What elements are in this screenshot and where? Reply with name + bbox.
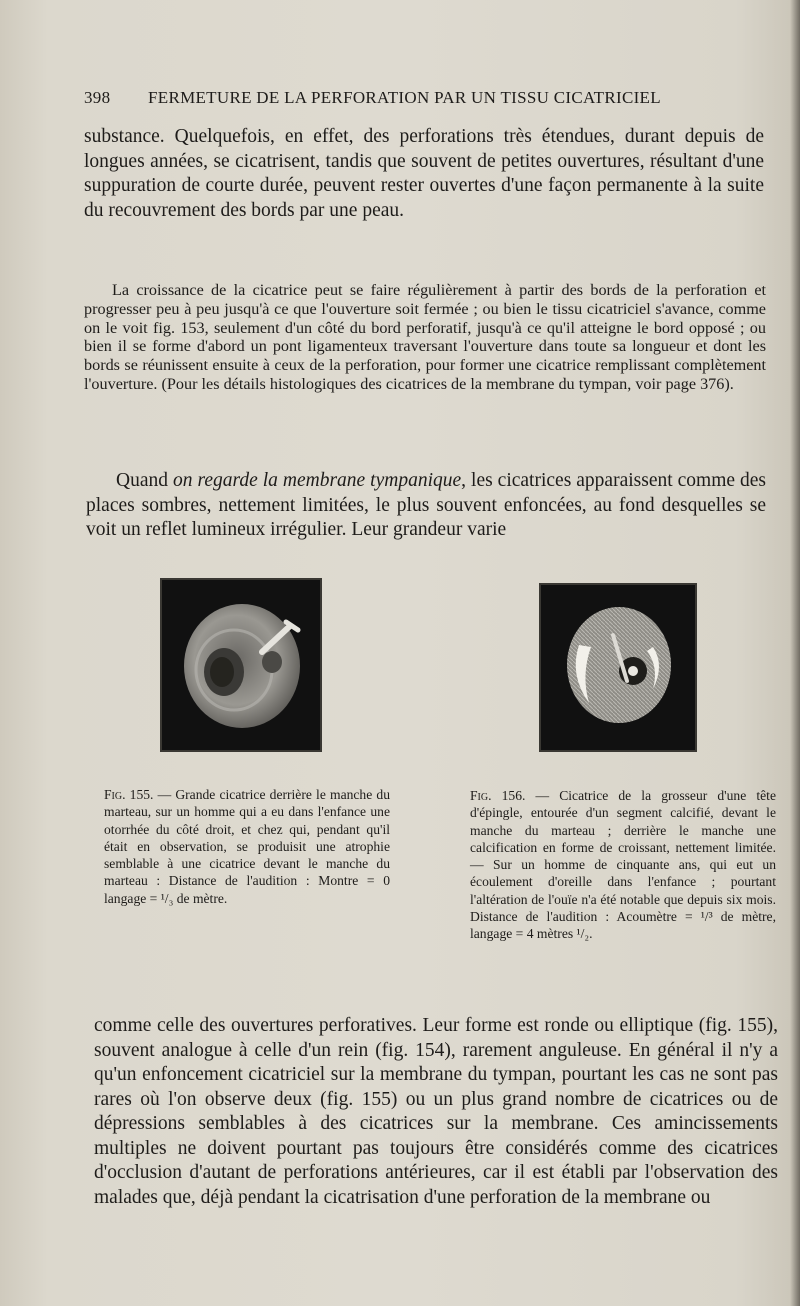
paragraph-quand-start: Quand bbox=[116, 470, 173, 491]
paragraph-quand-rest: , les cicatrices apparaissent comme des places sombres, nettement limitées, le plus souvent enfoncées, au fond desquelles se voit un reflet lumineux irrégulier. Leur grandeur varie bbox=[86, 470, 766, 540]
figure-156-image bbox=[539, 583, 697, 752]
figure-155-caption-text: — Grande cicatrice derrière le manche du marteau, sur un homme qui a eu dans l'enfance une otorrhée du côté droit, et chez qui, pendant qu'il était en observation, se produisit une atrophie semblable à une cicatrice devant le manche du marteau : Distance de l'audition : Montre = 0 langage = ¹/₃ de mètre. bbox=[104, 787, 391, 906]
paragraph-croissance: La croissance de la cicatrice peut se faire régulièrement à partir des bords de la perforation et progresser peu à peu jusqu'à ce que l'ouverture soit fermée ; ou bien le tissu cicatriciel s'avance, comme on le voit fig. 153, seulement d'un côté du bord perforatif, jusqu'à ce qu'il atteigne le bord opposé ; ou bien il se forme d'abord un pont ligamenteux traversant l'ouverture dans toute sa longueur et dont les bords se réunissent ensuite à ceux de la perforation, pour former une cicatrice remplissant complètement l'ouverture. (Pour les détails histologiques des cicatrices de la membrane du tympan, voir page 376). bbox=[84, 281, 766, 393]
figure-156-caption-text: — Cicatrice de la grosseur d'une tête d'épingle, entourée d'un segment calcifié, devant le manche du marteau ; derrière le manche une calcification en forme de croissant, nettement limitée. — Sur un homme de cinquante ans, qui eut un écoulement d'oreille dans l'enfance ; pourtant l'altération de l'ouïe n'a été notable que depuis six mois. Distance de l'audition : Acoumètre = ¹/³ de mètre, langage = 4 mètres ¹/₂. bbox=[470, 788, 776, 942]
paragraph-quand bbox=[86, 469, 766, 543]
figure-156-label: Fig. 156. bbox=[470, 788, 526, 803]
figure-156-caption bbox=[470, 787, 776, 943]
figure-155-image bbox=[160, 578, 322, 752]
figure-155-caption bbox=[104, 786, 390, 907]
page-edge-shadow bbox=[790, 0, 800, 1306]
eardrum-illustration-155 bbox=[162, 580, 320, 750]
page-number: 398 bbox=[84, 88, 111, 107]
paragraph-quand-italic: on regarde la membrane tympanique bbox=[172, 470, 462, 491]
running-title: FERMETURE DE LA PERFORATION PAR UN TISSU CICATRICIEL bbox=[148, 88, 661, 107]
running-header bbox=[84, 88, 724, 108]
eardrum-illustration-156 bbox=[541, 585, 695, 750]
figure-155-label: Fig. 155. bbox=[104, 787, 154, 802]
paragraph-comme: comme celle des ouvertures perforatives. Leur forme est ronde ou elliptique (fig. 155), souvent analogue à celle d'un rein (fig. 154), rarement anguleuse. En général il n'y a qu'un enfoncement cicatriciel sur la membrane du tympan, pourtant les cas ne sont pas rares où l'on observe deux (fig. 155) ou un plus grand nombre de cicatrices ou de dépressions semblables à des cicatrices sur la membrane. Ces amincissements multiples ne doivent pourtant pas toujours être considérés comme des cicatrices d'occlusion d'autant de perforations antérieures, car il est établi par l'observation des malades que, déjà pendant la cicatrisation d'une perforation de la membrane ou bbox=[94, 1015, 778, 1208]
paragraph-substance: substance. Quelquefois, en effet, des perforations très étendues, durant depuis de longues années, se cicatrisent, tandis que souvent de petites ouvertures, résultant d'une suppuration de courte durée, peuvent rester ouvertes d'une façon permanente à la suite du recouvrement des bords par une peau. bbox=[84, 126, 764, 221]
